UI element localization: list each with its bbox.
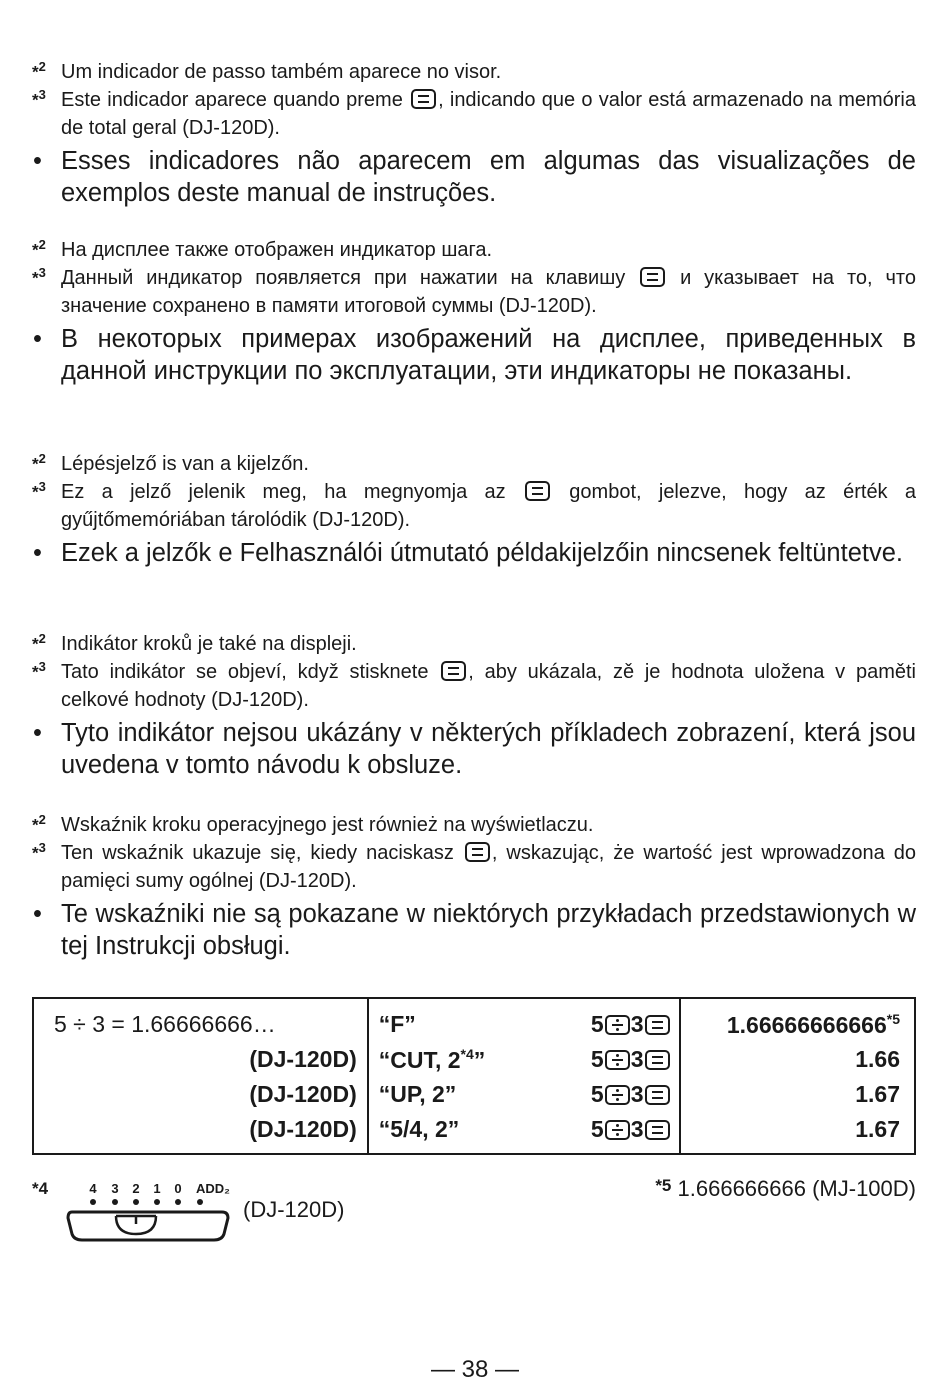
- equals-key-icon: [411, 89, 436, 109]
- bullet-note: • Tyto indikátor nejsou ukázány v některých příkladech zobrazení, která jsou uvedena v tomto návodu k obsluze.: [33, 719, 916, 779]
- result-value: 1.67: [855, 1081, 900, 1107]
- equals-key-icon: [645, 1120, 670, 1140]
- section-polish: [32, 811, 916, 962]
- switch-label: 0: [174, 1181, 182, 1196]
- note-5-text: 1.666666666 (MJ-100D): [677, 1176, 916, 1201]
- footnote-3-text-cont: и указывает на то, что значение сохранено в памяти итоговой суммы (DJ-120D).: [61, 267, 916, 317]
- footnote-2-text: На дисплее также отображен индикатор шага.: [61, 239, 493, 261]
- divide-key-icon: [605, 1050, 630, 1070]
- footnote-2: *$^2$ Indikátor kroků je také na displeji.: [32, 631, 357, 655]
- bullet-note: • В некоторых примерах изображений на дисплее, приведенных в данной инструкции по эксплуатации, эти индикаторы не показаны.: [33, 325, 916, 385]
- footnote-2: *$^2$ Lépésjelző is van a kijelzőn.: [32, 451, 309, 475]
- example-description: 5 ÷ 3 = 1.66666666…: [54, 1011, 276, 1037]
- section-hungarian: [32, 450, 916, 569]
- section-russian: [32, 236, 916, 387]
- bullet-text: Tyto indikátor nejsou ukázány v některých příkladech zobrazení, která jsou uvedena v tomto návodu k obsluze.: [61, 719, 916, 779]
- rounding-example-table: [32, 997, 916, 1155]
- switch-label: ADD₂: [196, 1181, 230, 1196]
- result-value: 1.67: [855, 1116, 900, 1142]
- note-4-mark: *4: [32, 1179, 49, 1198]
- footnote-2: *$^2$ Um indicador de passo também aparece no visor.: [32, 59, 502, 83]
- mode-setting: “CUT, 2$^{*4}$”: [378, 1045, 486, 1073]
- divide-key-icon: [605, 1120, 630, 1140]
- table-row: [33, 998, 915, 1042]
- example-description: (DJ-120D): [249, 1046, 357, 1072]
- result-footnote: *5: [886, 1010, 900, 1027]
- footnote-2-text: Lépésjelző is van a kijelzőn.: [61, 453, 309, 475]
- key-sequence: 5 3: [591, 1116, 671, 1143]
- footnote-3-text: Данный индикатор появляется при нажатии на клавишу: [61, 267, 626, 289]
- switch-label: 4: [89, 1181, 97, 1196]
- footnote-3-text-cont: , wskazując, że wartość jest wprowadzona do pamięci sumy ogólnej (DJ-120D).: [61, 842, 917, 892]
- footnote-2-text: Indikátor kroků je také na displeji.: [61, 633, 357, 655]
- footnote-2: *$^2$ На дисплее также отображен индикатор шага.: [32, 237, 493, 261]
- bullet-text: Esses indicadores não aparecem em algumas das visualizações de exemplos deste manual de instruções.: [61, 147, 916, 207]
- equals-key-icon: [645, 1050, 670, 1070]
- key-sequence: 5 3: [591, 1011, 671, 1038]
- footnote-2-text: Wskaźnik kroku operacyjnego jest również na wyświetlaczu.: [61, 814, 594, 836]
- switch-label: 1: [153, 1181, 161, 1196]
- equals-key-icon: [640, 267, 665, 287]
- footnote-3: *$^3$ Ez a jelző jelenik meg, ha megnyomja az gombot, jelezve, hogy az érték a gyűjtőmemóriában tárolódik (DJ-120D).: [32, 479, 916, 531]
- switch-label: 3: [111, 1181, 119, 1196]
- bullet-note: • Te wskaźniki nie są pokazane w niektórych przykładach przedstawionych w tej Instrukcji obsługi.: [33, 900, 916, 960]
- bullet-note: • Ezek a jelzők e Felhasználói útmutató példakijelzőin nincsenek feltüntetve.: [33, 539, 903, 567]
- footnote-3-text-cont: , indicando que o valor está armazenado na memória de total geral (DJ-120D).: [61, 89, 917, 139]
- example-description: (DJ-120D): [249, 1116, 357, 1142]
- result-value: 1.66: [855, 1046, 900, 1072]
- section-portuguese: [32, 58, 916, 209]
- bullet-text: В некоторых примерах изображений на дисплее, приведенных в данной инструкции по эксплуатации, эти индикаторы не показаны.: [61, 325, 916, 385]
- table-row: [33, 1112, 915, 1154]
- note-4-model: (DJ-120D): [243, 1197, 345, 1222]
- equals-key-icon: [645, 1085, 670, 1105]
- note-5: $^{*5}$ 1.666666666 (MJ-100D): [655, 1176, 916, 1201]
- footnote-3: *$^3$ Este indicador aparece quando preme , indicando que o valor está armazenado na memória de total geral (DJ-120D).: [32, 87, 917, 139]
- equals-key-icon: [645, 1015, 670, 1035]
- equals-key-icon: [465, 842, 490, 862]
- footnote-3: *$^3$ Tato indikátor se objeví, když stisknete , aby ukázala, zě je hodnota uložena v paměti celkové hodnoty (DJ-120D).: [32, 659, 916, 711]
- mode-setting: “UP, 2”: [378, 1081, 457, 1107]
- switch-position-dots: [90, 1199, 203, 1205]
- divide-key-icon: [605, 1085, 630, 1105]
- footnote-3-text: Tato indikátor se objeví, když stisknete: [61, 661, 429, 683]
- footnote-3-text-cont: , aby ukázala, zě je hodnota uložena v paměti celkové hodnoty (DJ-120D).: [61, 661, 916, 711]
- footnote-3-text: Ten wskaźnik ukazuje się, kiedy naciskasz: [61, 842, 454, 864]
- equals-key-icon: [525, 481, 550, 501]
- table-row: [33, 1042, 915, 1077]
- key-sequence: 5 3: [591, 1046, 671, 1073]
- table-row: [33, 1077, 915, 1112]
- footnote-2-text: Um indicador de passo também aparece no visor.: [61, 61, 502, 83]
- equals-key-icon: [441, 661, 466, 681]
- page-number: — 38 —: [430, 1356, 520, 1383]
- footnote-3: *$^3$ Данный индикатор появляется при нажатии на клавишу и указывает на то, что значение сохранено в памяти итоговой суммы (DJ-120D).: [32, 265, 916, 317]
- bullet-note: • Esses indicadores não aparecem em algumas das visualizações de exemplos deste manual de instruções.: [33, 147, 916, 207]
- switch-label: 2: [132, 1181, 140, 1196]
- result-value: 1.66666666666: [726, 1011, 887, 1038]
- example-description: (DJ-120D): [249, 1081, 357, 1107]
- key-sequence: 5 3: [591, 1081, 671, 1108]
- footnote-2: *$^2$ Wskaźnik kroku operacyjnego jest również na wyświetlaczu.: [32, 812, 594, 836]
- footnote-3-text: Este indicador aparece quando preme: [61, 89, 403, 111]
- rounding-switch-diagram: [60, 1176, 240, 1252]
- divide-key-icon: [605, 1015, 630, 1035]
- bullet-text: Ezek a jelzők e Felhasználói útmutató példakijelzőin nincsenek feltüntetve.: [61, 539, 903, 567]
- footnote-3-text-cont: gombot, jelezve, hogy az érték a gyűjtőmemóriában tárolódik (DJ-120D).: [61, 481, 916, 531]
- footnote-3: *$^3$ Ten wskaźnik ukazuje się, kiedy naciskasz , wskazując, że wartość jest wprowadzona do pamięci sumy ogólnej (DJ-120D).: [32, 840, 917, 892]
- footnote-3-text: Ez a jelző jelenik meg, ha megnyomja az: [61, 481, 506, 503]
- mode-setting: “5/4, 2”: [378, 1116, 460, 1142]
- section-czech: [32, 630, 916, 781]
- bullet-text: Te wskaźniki nie są pokazane w niektórych przykładach przedstawionych w tej Instrukcji obsługi.: [61, 900, 916, 960]
- mode-setting: “F”: [378, 1011, 416, 1037]
